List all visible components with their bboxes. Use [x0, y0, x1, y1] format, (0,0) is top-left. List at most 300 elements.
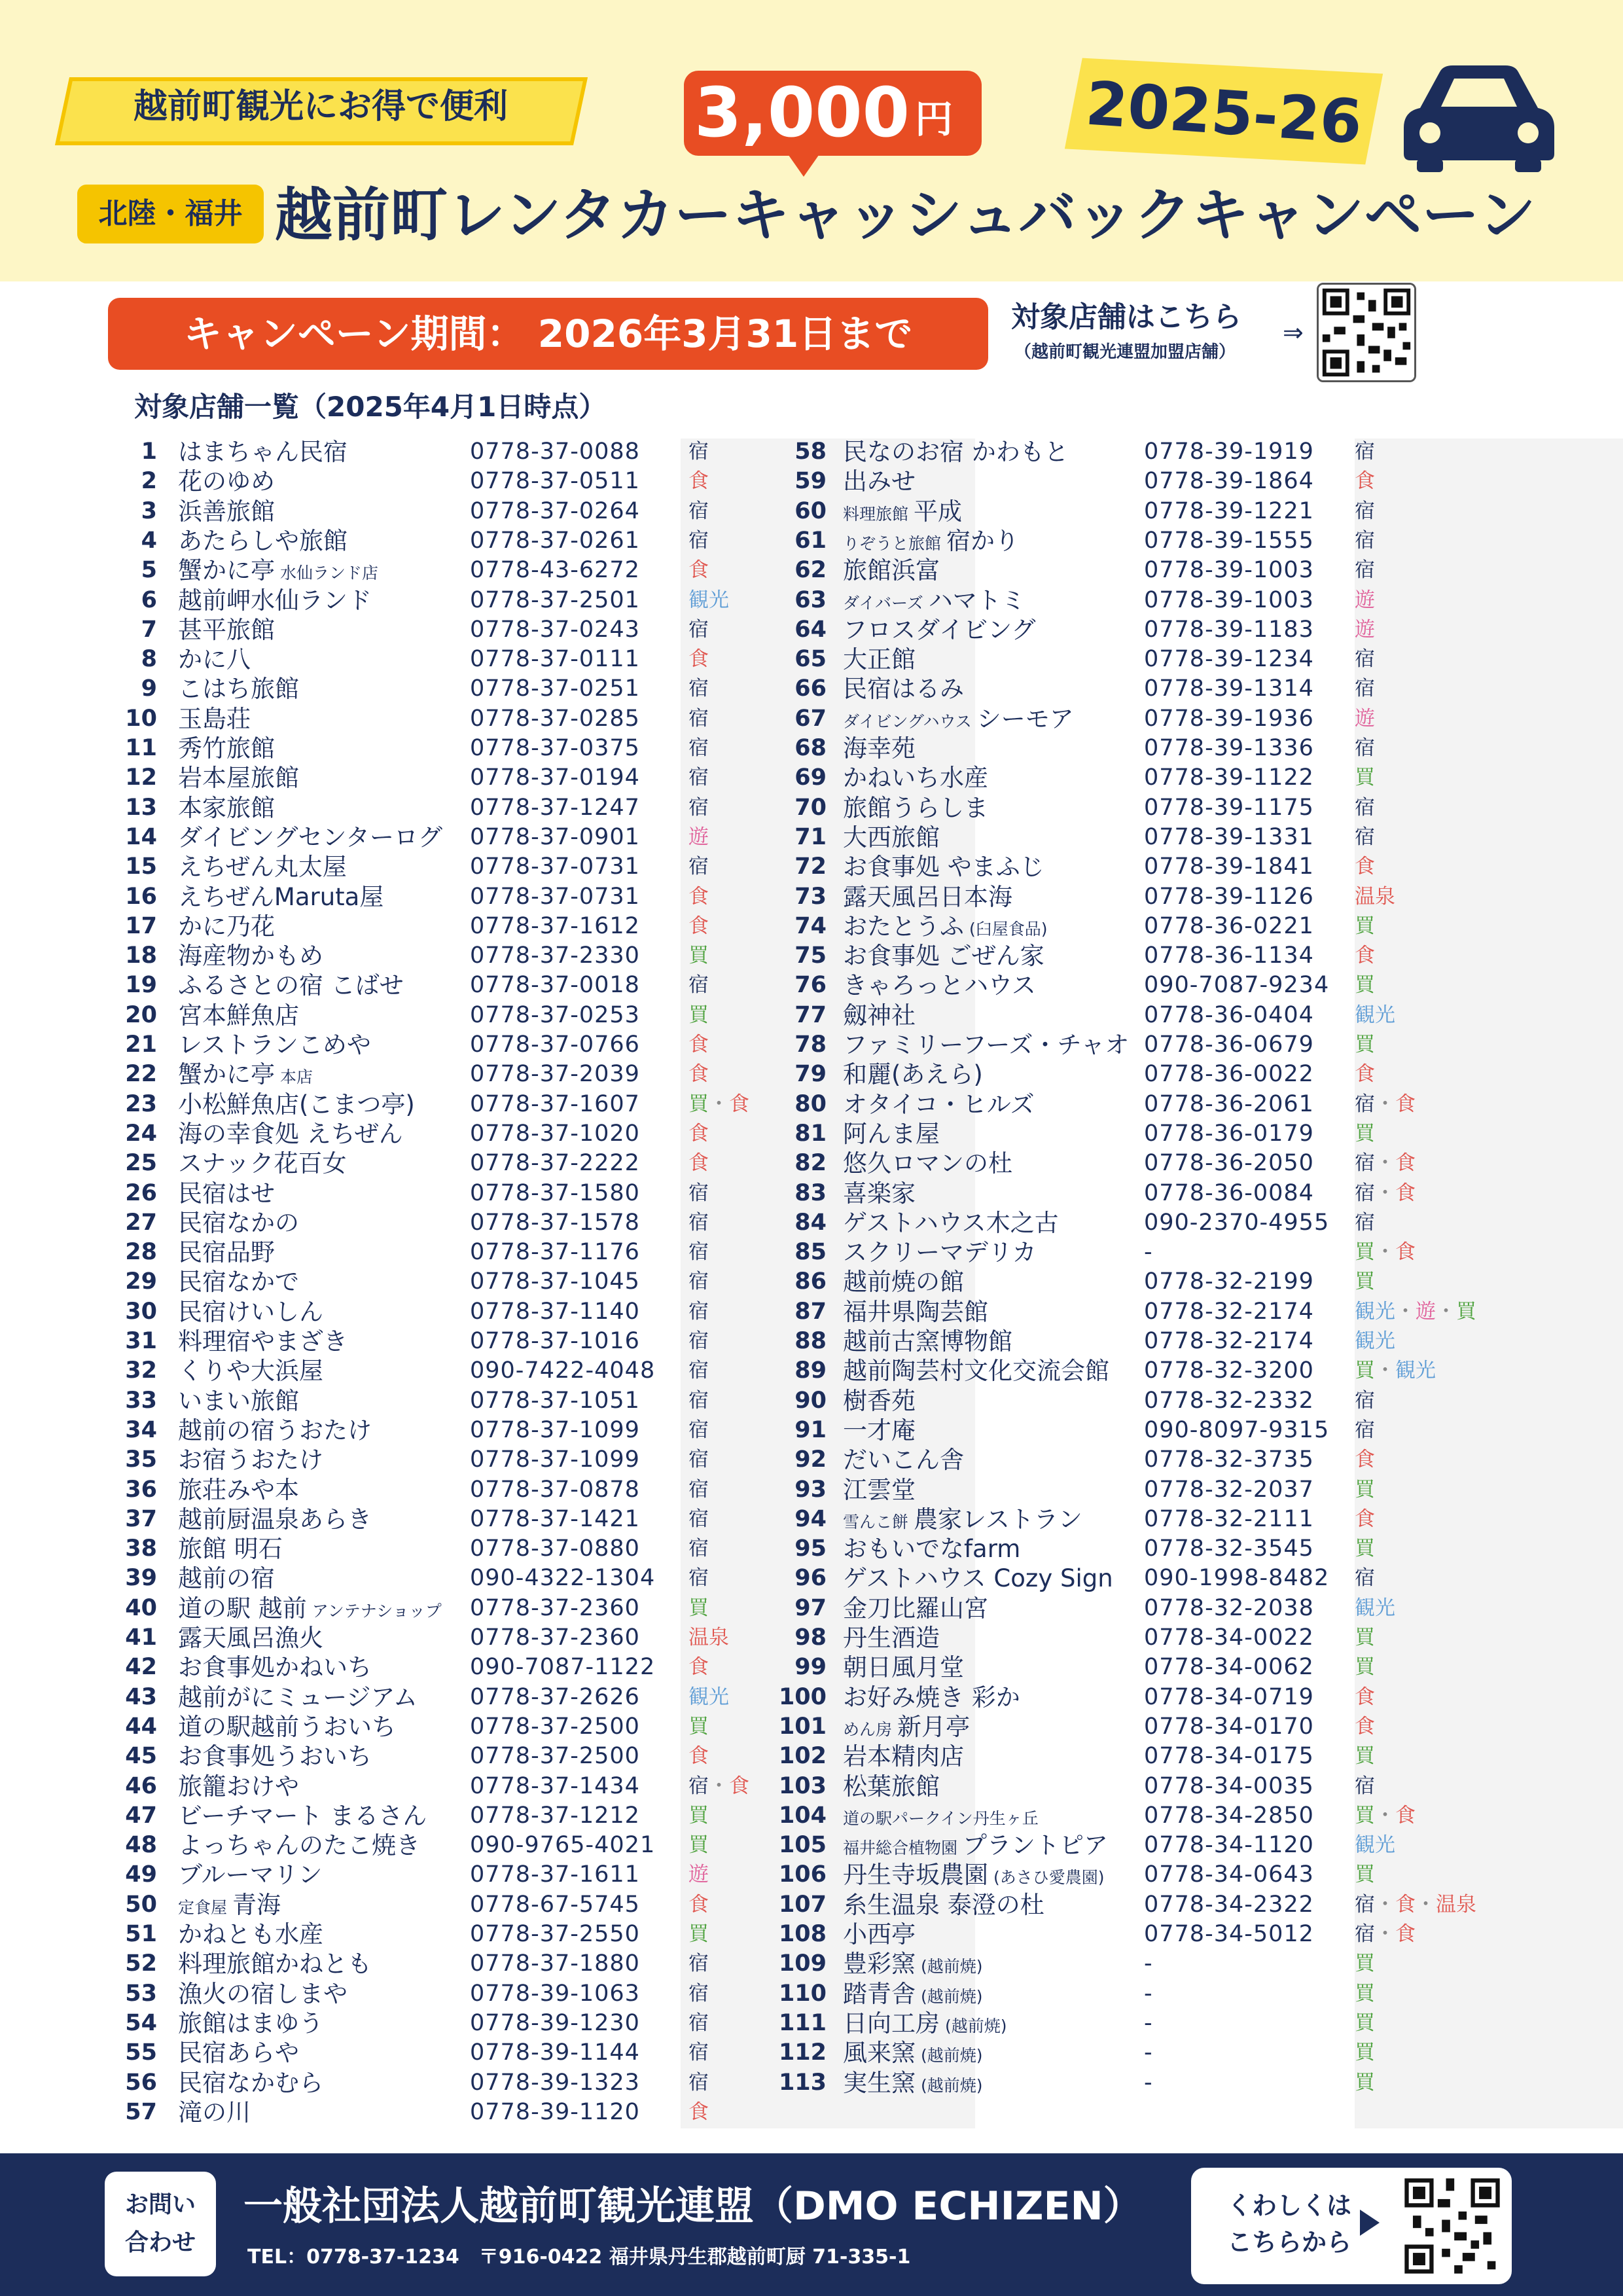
store-number: 104	[778, 1802, 827, 1829]
store-name: 本家旅館	[178, 793, 275, 822]
store-category: 宿	[688, 617, 709, 641]
store-phone: 0778-36-1134	[1144, 942, 1314, 969]
store-row	[0, 645, 1623, 674]
store-name: 民宿なかむら	[178, 2068, 323, 2097]
store-phone: -	[1144, 1950, 1153, 1977]
store-number: 105	[778, 1832, 827, 1859]
store-phone: 0778-37-2501	[470, 586, 640, 613]
price-unit: 円	[915, 97, 954, 141]
store-category: 観光	[1355, 1596, 1395, 1620]
store-phone: 0778-37-0731	[470, 883, 640, 910]
store-name: 阿んま屋	[843, 1119, 940, 1148]
store-category: 食	[688, 914, 709, 938]
stores-link-sublabel: （越前町観光連盟加盟店舗）	[1014, 342, 1236, 362]
store-category: 宿・食	[1355, 1151, 1416, 1175]
price-bubble-tail	[785, 151, 822, 177]
store-number: 6	[141, 586, 157, 613]
store-name: はまちゃん民宿	[178, 438, 348, 466]
store-phone: 0778-32-2038	[1144, 1594, 1314, 1621]
store-name: お食事処うおいち	[178, 1742, 372, 1771]
store-number: 54	[125, 2009, 157, 2036]
store-category: 食	[1355, 1062, 1375, 1086]
store-number: 7	[141, 616, 157, 643]
store-category: 宿	[1355, 1388, 1375, 1412]
store-phone: 0778-37-2039	[470, 1061, 640, 1088]
store-number: 44	[125, 1713, 157, 1740]
store-name: ゲストハウス木之古	[843, 1208, 1059, 1237]
store-row	[0, 2098, 1623, 2127]
store-name: こはち旅館	[178, 675, 299, 704]
store-row	[0, 1386, 1623, 1416]
store-phone: 0778-37-2360	[470, 1624, 640, 1651]
store-phone: 090-7087-9234	[1144, 972, 1330, 999]
store-number: 112	[778, 2039, 827, 2066]
store-number: 78	[794, 1031, 827, 1058]
store-row	[0, 1564, 1623, 1593]
store-phone: 0778-37-0253	[470, 1001, 640, 1028]
store-row	[0, 971, 1623, 1000]
store-phone: 0778-37-1099	[470, 1446, 640, 1473]
store-number: 88	[794, 1328, 827, 1354]
store-phone: 0778-39-1336	[1144, 735, 1314, 761]
store-name: 蟹かに亭 水仙ランド店	[178, 556, 378, 585]
store-name: 旅荘みや本	[178, 1475, 299, 1504]
store-row	[0, 1831, 1623, 1860]
store-row	[0, 1090, 1623, 1119]
store-category: 宿	[1355, 440, 1375, 463]
store-number: 32	[125, 1357, 157, 1384]
store-number: 36	[125, 1476, 157, 1503]
store-category: 買	[688, 1833, 709, 1857]
store-phone: 0778-39-1555	[1144, 527, 1314, 554]
store-category: 食	[688, 1033, 709, 1056]
store-category: 宿	[688, 2070, 709, 2094]
store-number: 5	[141, 557, 157, 584]
store-phone: 0778-37-0880	[470, 1535, 640, 1562]
store-row	[0, 1297, 1623, 1327]
store-number: 98	[794, 1624, 827, 1651]
store-category: 宿・食	[1355, 1092, 1416, 1116]
store-number: 29	[125, 1268, 157, 1295]
store-category: 宿・食	[1355, 1181, 1416, 1205]
store-category: 宿	[688, 1477, 709, 1501]
store-phone: 0778-34-2322	[1144, 1891, 1314, 1918]
store-category: 買	[688, 1803, 709, 1827]
store-name: ダイビングセンターログ	[178, 823, 443, 852]
store-name: お食事処かねいち	[178, 1653, 372, 1682]
store-category: 食	[1355, 1685, 1375, 1709]
store-number: 99	[794, 1654, 827, 1681]
car-icon	[1394, 56, 1564, 173]
store-name: きゃろっとハウス	[843, 971, 1036, 1000]
store-category: 観光・遊・買	[1355, 1299, 1476, 1323]
store-category: 食	[1355, 1448, 1375, 1472]
store-phone: 0778-43-6272	[470, 557, 640, 584]
store-phone: 0778-37-1020	[470, 1120, 640, 1147]
store-category: 買	[688, 1003, 709, 1027]
store-name: 料理旅館かねとも	[178, 1950, 372, 1979]
store-number: 103	[778, 1772, 827, 1799]
store-number: 2	[141, 468, 157, 495]
store-phone: -	[1144, 2009, 1153, 2036]
store-phone: 0778-37-1247	[470, 794, 640, 821]
store-phone: 0778-36-2061	[1144, 1090, 1314, 1117]
store-phone: 0778-37-1045	[470, 1268, 640, 1295]
store-category: 食	[688, 558, 709, 583]
store-category: 食	[688, 1062, 709, 1086]
store-category: 宿	[688, 528, 709, 552]
store-number: 12	[125, 764, 157, 791]
store-row	[0, 1860, 1623, 1890]
store-number: 20	[125, 1001, 157, 1028]
store-row	[0, 1653, 1623, 1682]
store-name: かに乃花	[178, 912, 275, 941]
year-label: 2025-26	[1083, 68, 1364, 158]
store-category: 宿	[688, 1329, 709, 1353]
store-name: フロスダイビング	[843, 615, 1036, 644]
store-name: 宮本鮮魚店	[178, 1001, 299, 1030]
store-category: 宿	[1355, 528, 1375, 552]
store-phone: 0778-37-0194	[470, 764, 640, 791]
store-phone: 0778-34-0022	[1144, 1624, 1314, 1651]
store-row	[0, 941, 1623, 971]
store-phone: 090-7422-4048	[470, 1357, 656, 1384]
store-number: 73	[794, 883, 827, 910]
store-category: 食	[688, 884, 709, 908]
store-number: 65	[794, 646, 827, 673]
store-category: 食	[688, 1655, 709, 1679]
store-name: 福井総合植物園 プラントピア	[843, 1831, 1108, 1860]
store-name: お好み焼き 彩か	[843, 1683, 1020, 1712]
store-row	[0, 1149, 1623, 1178]
store-phone: 0778-37-1434	[470, 1772, 640, 1799]
store-phone: -	[1144, 1980, 1153, 2007]
store-number: 58	[794, 439, 827, 465]
store-number: 101	[778, 1713, 827, 1740]
store-phone: 090-2370-4955	[1144, 1209, 1330, 1236]
store-category: 温泉	[688, 1626, 729, 1649]
store-category: 食	[688, 1151, 709, 1175]
store-name: 旅館浜富	[843, 556, 940, 585]
store-row	[0, 437, 1623, 467]
store-phone: 0778-32-2199	[1144, 1268, 1314, 1295]
store-name: 甚平旅館	[178, 615, 275, 644]
store-number: 50	[125, 1891, 157, 1918]
store-name: 越前がにミュージアム	[178, 1683, 418, 1712]
store-phone: 0778-39-1003	[1144, 586, 1314, 613]
store-number: 39	[125, 1565, 157, 1592]
store-phone: -	[1144, 2069, 1153, 2096]
store-row	[0, 1238, 1623, 1267]
store-phone: 0778-39-1331	[1144, 823, 1314, 850]
store-category: 宿	[688, 677, 709, 701]
store-number: 75	[794, 942, 827, 969]
store-phone: 0778-37-1578	[470, 1209, 640, 1236]
store-name: 丹生寺坂農園 (あさひ愛農園)	[843, 1861, 1105, 1890]
store-number: 19	[125, 972, 157, 999]
store-phone: 0778-34-0035	[1144, 1772, 1314, 1799]
qr-code-top[interactable]	[1317, 283, 1416, 382]
store-row	[0, 823, 1623, 852]
store-number: 83	[794, 1179, 827, 1206]
store-phone: -	[1144, 1239, 1153, 1266]
store-category: 買	[1355, 2041, 1375, 2065]
store-number: 34	[125, 1416, 157, 1443]
store-number: 94	[794, 1505, 827, 1532]
store-phone: 0778-36-0679	[1144, 1031, 1314, 1058]
store-row	[0, 763, 1623, 793]
store-category: 宿	[1355, 825, 1375, 849]
store-name: 一才庵	[843, 1416, 916, 1444]
store-row	[0, 1416, 1623, 1445]
store-row	[0, 1356, 1623, 1386]
store-row	[0, 793, 1623, 823]
store-category: 買	[1355, 1270, 1375, 1294]
store-name: お宿うおたけ	[178, 1446, 323, 1475]
store-category: 食	[688, 469, 709, 493]
store-row	[0, 1772, 1623, 1801]
store-row	[0, 882, 1623, 912]
store-number: 4	[141, 527, 157, 554]
store-phone: 0778-37-1016	[470, 1328, 640, 1354]
store-number: 86	[794, 1268, 827, 1295]
store-name: スクリーマデリカ	[843, 1238, 1037, 1267]
store-row	[0, 1267, 1623, 1297]
store-category: 買	[1355, 766, 1375, 790]
store-number: 57	[125, 2098, 157, 2125]
store-phone: 0778-37-2500	[470, 1713, 640, 1740]
store-phone: 090-8097-9315	[1144, 1416, 1330, 1443]
store-category: 遊	[688, 825, 709, 849]
store-row	[0, 1060, 1623, 1089]
store-category: 買	[1355, 973, 1375, 997]
store-number: 37	[125, 1505, 157, 1532]
store-number: 74	[794, 912, 827, 939]
store-category: 宿	[688, 1952, 709, 1976]
store-number: 47	[125, 1802, 157, 1829]
store-number: 64	[794, 616, 827, 643]
store-category: 買	[1355, 1981, 1375, 2005]
store-number: 59	[794, 468, 827, 495]
store-number: 70	[794, 794, 827, 821]
store-row	[0, 2009, 1623, 2038]
store-category: 宿・食・温泉	[1355, 1892, 1476, 1916]
store-phone: 0778-32-2332	[1144, 1387, 1314, 1414]
store-phone: 0778-34-0175	[1144, 1743, 1314, 1770]
store-name: ダイビングハウス シーモア	[843, 704, 1074, 733]
organization-address: TEL：0778-37-1234 〒916-0422 福井県丹生郡越前町厨 71-335-1	[247, 2246, 911, 2269]
store-category: 温泉	[1355, 884, 1395, 908]
store-row	[0, 734, 1623, 763]
store-phone: 0778-36-2050	[1144, 1150, 1314, 1177]
store-number: 107	[778, 1891, 827, 1918]
store-number: 55	[125, 2039, 157, 2066]
store-number: 17	[125, 912, 157, 939]
store-category: 宿・食	[688, 1774, 749, 1798]
stores-link-label[interactable]: 対象店舗はこちら	[1011, 300, 1241, 334]
store-category: 食	[688, 1744, 709, 1768]
store-row	[0, 1623, 1623, 1653]
store-phone: 0778-37-0111	[470, 646, 640, 673]
store-number: 113	[778, 2069, 827, 2096]
store-name: 海幸苑	[843, 734, 916, 762]
store-phone: 090-4322-1304	[470, 1565, 656, 1592]
organization-name: 一般社団法人越前町観光連盟（DMO ECHIZEN）	[243, 2183, 1143, 2229]
more-info-line1: くわしくは	[1226, 2191, 1351, 2220]
store-phone: 0778-32-3200	[1144, 1357, 1314, 1384]
store-number: 80	[794, 1090, 827, 1117]
store-category: 宿	[688, 1566, 709, 1590]
price-amount: 3,000	[694, 73, 910, 152]
store-category: 買	[1355, 1477, 1375, 1501]
store-category: 宿	[688, 1507, 709, 1531]
store-phone: 0778-39-1126	[1144, 883, 1314, 910]
store-row	[0, 704, 1623, 734]
store-phone: 0778-37-2626	[470, 1683, 640, 1710]
store-name: 越前の宿	[178, 1564, 275, 1593]
store-category: 買	[688, 1922, 709, 1946]
store-phone: 0778-37-0375	[470, 735, 640, 761]
store-category: 宿	[688, 795, 709, 819]
store-phone: 0778-34-2850	[1144, 1802, 1314, 1829]
store-row	[0, 556, 1623, 585]
store-category: 宿	[688, 1448, 709, 1472]
store-phone: 0778-34-5012	[1144, 1921, 1314, 1947]
store-phone: 0778-36-0084	[1144, 1179, 1314, 1206]
store-number: 109	[778, 1950, 827, 1977]
store-number: 63	[794, 586, 827, 613]
store-name: 旅館うらしま	[843, 793, 988, 822]
store-phone: 0778-39-1144	[470, 2039, 640, 2066]
store-row	[0, 1712, 1623, 1742]
region-badge: 北陸・福井	[77, 185, 264, 243]
store-phone: 0778-36-0179	[1144, 1120, 1314, 1147]
store-phone: 0778-34-0062	[1144, 1654, 1314, 1681]
campaign-period: キャンペーン期間： 2026年3月31日まで	[183, 312, 913, 356]
store-category: 買	[1355, 1655, 1375, 1679]
qr-code-bottom[interactable]	[1400, 2174, 1504, 2278]
store-number: 48	[125, 1832, 157, 1859]
store-name: レストランこめや	[178, 1031, 371, 1059]
store-name: 踏青舎 (越前焼)	[843, 1979, 983, 2008]
store-name: 料理宿やまざき	[178, 1327, 348, 1355]
store-number: 93	[794, 1476, 827, 1503]
store-row	[0, 1119, 1623, 1149]
store-category: 食	[1355, 469, 1375, 493]
store-category: 買	[1355, 1121, 1375, 1145]
store-number: 82	[794, 1150, 827, 1177]
store-category: 食	[1355, 944, 1375, 968]
store-number: 11	[125, 735, 157, 761]
store-phone: 0778-39-1183	[1144, 616, 1314, 643]
store-name: ダイバーズ ハマトミ	[843, 586, 1026, 615]
store-name: お食事処 やまふじ	[843, 853, 1044, 882]
store-row	[0, 2038, 1623, 2068]
store-row	[0, 586, 1623, 615]
store-number: 26	[125, 1179, 157, 1206]
store-number: 1	[141, 439, 157, 465]
store-name: あたらしや旅館	[178, 526, 348, 555]
store-name: ファミリーフーズ・チャオ	[843, 1031, 1130, 1059]
more-info-label[interactable]	[1211, 2187, 1368, 2266]
store-row	[0, 497, 1623, 526]
store-category: 宿	[1355, 1418, 1375, 1442]
store-name: 民宿なかで	[178, 1268, 299, 1297]
store-number: 106	[778, 1861, 827, 1888]
store-number: 30	[125, 1298, 157, 1325]
store-name: 豊彩窯 (越前焼)	[843, 1950, 983, 1979]
store-list-title: 対象店舗一覧（2025年4月1日時点）	[134, 391, 607, 423]
store-name: かねとも水産	[178, 1920, 323, 1948]
store-phone: 0778-37-1421	[470, 1505, 640, 1532]
store-name: 秀竹旅館	[178, 734, 275, 762]
store-name: 悠久ロマンの杜	[843, 1149, 1012, 1178]
store-name: 出みせ	[843, 467, 916, 496]
store-name: よっちゃんのたこ焼き	[178, 1831, 420, 1860]
store-phone: 0778-32-3735	[1144, 1446, 1314, 1473]
store-number: 8	[141, 646, 157, 673]
store-name: 実生窯 (越前焼)	[843, 2068, 983, 2097]
store-phone: 0778-39-1230	[470, 2009, 640, 2036]
store-number: 60	[794, 497, 827, 524]
store-number: 28	[125, 1239, 157, 1266]
store-category: 買	[1355, 1033, 1375, 1056]
store-category: 買	[688, 1714, 709, 1738]
more-info-line2: こちらから	[1226, 2228, 1351, 2257]
store-phone: 0778-37-1611	[470, 1861, 640, 1888]
store-phone: 0778-39-1120	[470, 2098, 640, 2125]
store-number: 22	[125, 1061, 157, 1088]
store-phone: 0778-37-1140	[470, 1298, 640, 1325]
store-name: 道の駅パークイン丹生ヶ丘	[843, 1808, 1039, 1828]
store-name: 小松鮮魚店(こまつ亭)	[178, 1090, 415, 1119]
store-category: 観光	[1355, 1003, 1395, 1027]
store-category: 宿	[688, 855, 709, 879]
store-row	[0, 1327, 1623, 1356]
store-name: 蟹かに亭 本店	[178, 1060, 313, 1089]
store-name: かねいち水産	[843, 764, 988, 793]
store-category: 食	[688, 2100, 709, 2124]
store-category: 食	[688, 647, 709, 672]
store-category: 食	[1355, 1507, 1375, 1531]
store-category: 遊	[1355, 706, 1375, 730]
store-category: 宿	[688, 706, 709, 730]
store-number: 72	[794, 853, 827, 880]
store-name: 浜善旅館	[178, 497, 275, 526]
store-number: 100	[778, 1683, 827, 1710]
store-number: 97	[794, 1594, 827, 1621]
store-category: 買	[1355, 2070, 1375, 2094]
store-number: 38	[125, 1535, 157, 1562]
store-number: 91	[794, 1416, 827, 1443]
store-category: 買・食	[1355, 1803, 1416, 1827]
store-phone: 0778-32-2111	[1144, 1505, 1314, 1532]
store-category: 宿	[688, 1388, 709, 1412]
store-category: 宿	[688, 2011, 709, 2035]
store-number: 41	[125, 1624, 157, 1651]
store-category: 食	[1355, 1714, 1375, 1738]
store-category: 宿	[1355, 499, 1375, 523]
store-name: 小西亭	[843, 1920, 916, 1948]
store-name: 滝の川	[178, 2098, 251, 2126]
store-category: 宿・食	[1355, 1922, 1416, 1946]
store-number: 76	[794, 972, 827, 999]
store-phone: 0778-37-0251	[470, 675, 640, 702]
store-name: 越前焼の館	[843, 1268, 964, 1297]
store-row	[0, 1505, 1623, 1534]
store-number: 87	[794, 1298, 827, 1325]
store-phone: 0778-32-2174	[1144, 1328, 1314, 1354]
